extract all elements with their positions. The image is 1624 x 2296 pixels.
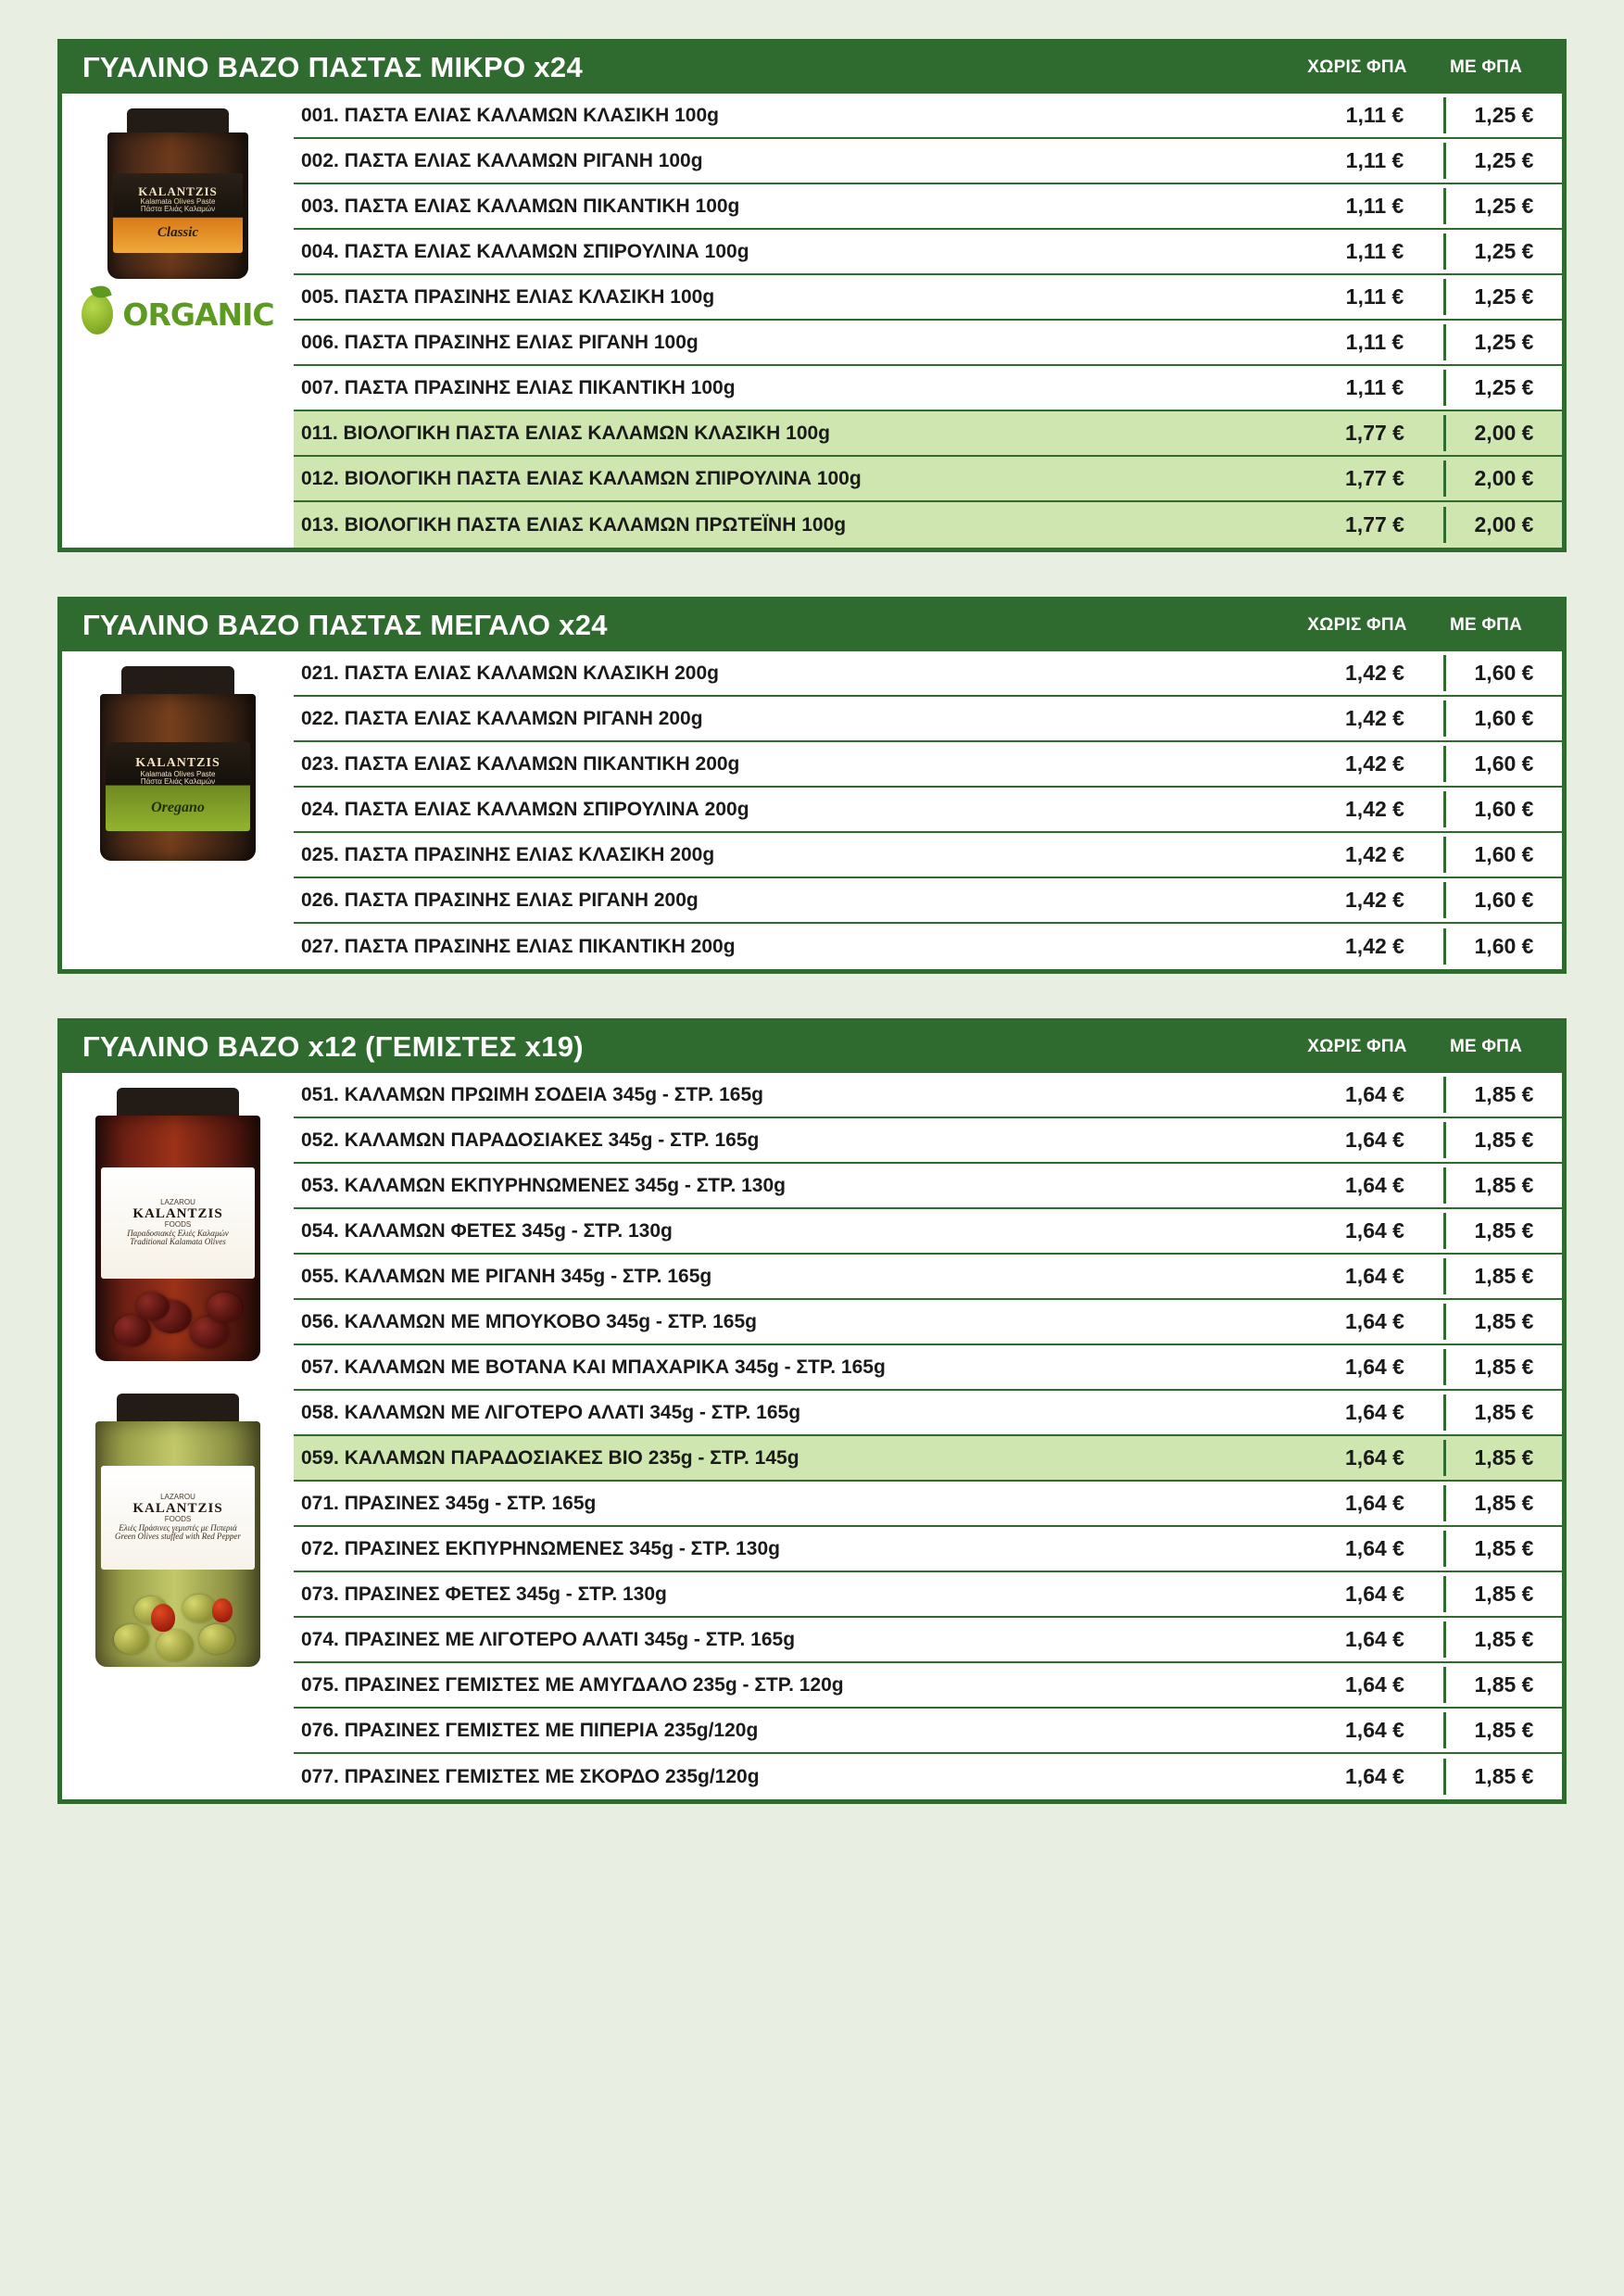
table-row[interactable] <box>294 1663 1562 1709</box>
product-label: 021. ΠΑΣΤΑ ΕΛΙΑΣ ΚΑΛΑΜΩΝ ΚΛΑΣΙΚΗ 200g <box>301 662 719 684</box>
table-row[interactable] <box>294 184 1562 230</box>
price-net: 1,11 € <box>1345 148 1404 172</box>
table-row-organic[interactable] <box>294 457 1562 502</box>
section-title: ΓΥΑΛΙΝΟ ΒΑΖΟ x12 (ΓΕΜΙΣΤΕΣ x19) <box>82 1030 584 1063</box>
olive-icon <box>82 294 113 334</box>
price-net: 1,77 € <box>1345 466 1404 490</box>
price-net: 1,64 € <box>1345 1445 1404 1470</box>
product-label: 007. ΠΑΣΤΑ ΠΡΑΣΙΝΗΣ ΕΛΙΑΣ ΠΙΚΑΝΤΙΚΗ 100g <box>301 376 736 398</box>
table-row[interactable] <box>294 651 1562 697</box>
price-gross: 1,60 € <box>1443 928 1562 965</box>
product-label: 012. ΒΙΟΛΟΓΙΚΗ ΠΑΣΤΑ ΕΛΙΑΣ ΚΑΛΑΜΩΝ ΣΠΙΡΟΥΛΙΝΑ 100g <box>301 467 862 489</box>
product-rows <box>294 1073 1562 1799</box>
olives-illustration <box>108 1291 247 1356</box>
jar-brand: KALANTZIS <box>132 1205 223 1221</box>
product-label: 053. ΚΑΛΑΜΩΝ ΕΚΠΥΡΗΝΩΜΕΝΕΣ 345g - ΣΤΡ. 130g <box>301 1174 786 1196</box>
product-label: 023. ΠΑΣΤΑ ΕΛΙΑΣ ΚΑΛΑΜΩΝ ΠΙΚΑΝΤΙΚΗ 200g <box>301 752 740 775</box>
price-net: 1,42 € <box>1345 888 1404 912</box>
price-net: 1,64 € <box>1345 1264 1404 1288</box>
jar-brand: KALANTZIS <box>135 755 220 770</box>
jar-label <box>101 1466 255 1570</box>
price-gross: 1,85 € <box>1443 1394 1562 1431</box>
price-gross: 1,85 € <box>1443 1621 1562 1658</box>
price-net: 1,11 € <box>1345 194 1404 218</box>
jar-variety: Oregano <box>151 800 205 816</box>
section-title: ΓΥΑΛΙΝΟ ΒΑΖΟ ΠΑΣΤΑΣ ΜΙΚΡΟ x24 <box>82 51 583 83</box>
table-row[interactable] <box>294 366 1562 411</box>
price-gross: 1,25 € <box>1443 324 1562 360</box>
product-label: 026. ΠΑΣΤΑ ΠΡΑΣΙΝΗΣ ΕΛΙΑΣ ΡΙΓΑΝΗ 200g <box>301 889 699 911</box>
table-row-organic[interactable] <box>294 1436 1562 1482</box>
jar-sub2: Πάστα Ελιάς Καλαμών <box>140 776 216 786</box>
price-gross: 1,25 € <box>1443 97 1562 133</box>
price-gross: 1,60 € <box>1443 837 1562 873</box>
jar-oregano-paste-image <box>85 666 271 865</box>
jar-variety: Classic <box>157 225 199 241</box>
product-label: 073. ΠΡΑΣΙΝΕΣ ΦΕΤΕΣ 345g - ΣΤΡ. 130g <box>301 1583 667 1605</box>
table-row[interactable] <box>294 697 1562 742</box>
product-label: 075. ΠΡΑΣΙΝΕΣ ΓΕΜΙΣΤΕΣ ΜΕ ΑΜΥΓΔΑΛΟ 235g - ΣΤΡ. 120g <box>301 1673 844 1696</box>
jar-sub: LAZAROU <box>160 1198 195 1207</box>
jar-sub2: Πάστα Ελιάς Καλαμών <box>140 204 216 213</box>
price-gross: 1,85 € <box>1443 1759 1562 1795</box>
product-label: 003. ΠΑΣΤΑ ΕΛΙΑΣ ΚΑΛΑΜΩΝ ΠΙΚΑΝΤΙΚΗ 100g <box>301 195 740 217</box>
product-label: 059. ΚΑΛΑΜΩΝ ΠΑΡΑΔΟΣΙΑΚΕΣ ΒΙΟ 235g - ΣΤΡ. 145g <box>301 1446 799 1469</box>
product-label: 072. ΠΡΑΣΙΝΕΣ ΕΚΠΥΡΗΝΩΜΕΝΕΣ 345g - ΣΤΡ. 130g <box>301 1537 780 1559</box>
table-row[interactable] <box>294 788 1562 833</box>
product-label: 001. ΠΑΣΤΑ ΕΛΙΑΣ ΚΑΛΑΜΩΝ ΚΛΑΣΙΚΗ 100g <box>301 104 719 126</box>
column-header-gross: ΜΕ ΦΠΑ <box>1449 57 1523 77</box>
price-net: 1,11 € <box>1345 239 1404 263</box>
product-label: 074. ΠΡΑΣΙΝΕΣ ΜΕ ΛΙΓΟΤΕΡΟ ΑΛΑΤΙ 345g - ΣΤΡ. 165g <box>301 1628 796 1650</box>
jar-sub: Kalamata Olives Paste <box>140 769 216 778</box>
column-header-net: ΧΩΡΙΣ ΦΠΑ <box>1307 615 1407 635</box>
product-label: 071. ΠΡΑΣΙΝΕΣ 345g - ΣΤΡ. 165g <box>301 1492 597 1514</box>
product-label: 051. ΚΑΛΑΜΩΝ ΠΡΩΙΜΗ ΣΟΔΕΙΑ 345g - ΣΤΡ. 165g <box>301 1083 763 1105</box>
product-label: 076. ΠΡΑΣΙΝΕΣ ΓΕΜΙΣΤΕΣ ΜΕ ΠΙΠΕΡΙΑ 235g/120g <box>301 1719 759 1741</box>
column-header-gross: ΜΕ ΦΠΑ <box>1449 615 1523 635</box>
table-row[interactable] <box>294 1754 1562 1799</box>
jar-label <box>113 173 243 253</box>
price-net: 1,77 € <box>1345 512 1404 536</box>
table-row[interactable] <box>294 833 1562 878</box>
price-gross: 1,85 € <box>1443 1258 1562 1294</box>
section-body <box>62 1073 1562 1799</box>
price-net: 1,64 € <box>1345 1309 1404 1333</box>
price-net: 1,64 € <box>1345 1173 1404 1197</box>
price-net: 1,64 € <box>1345 1536 1404 1560</box>
price-net: 1,11 € <box>1345 375 1404 399</box>
product-label: 054. ΚΑΛΑΜΩΝ ΦΕΤΕΣ 345g - ΣΤΡ. 130g <box>301 1219 673 1242</box>
organic-badge-label: ORGANIC <box>122 296 274 333</box>
price-gross: 1,25 € <box>1443 143 1562 179</box>
jar-sub2: FOODS <box>164 1515 192 1524</box>
product-label: 022. ΠΑΣΤΑ ΕΛΙΑΣ ΚΑΛΑΜΩΝ ΡΙΓΑΝΗ 200g <box>301 707 703 729</box>
price-gross: 1,85 € <box>1443 1304 1562 1340</box>
price-net: 1,42 € <box>1345 842 1404 866</box>
table-row[interactable] <box>294 1073 1562 1118</box>
product-rows <box>294 94 1562 548</box>
jar-green-olives-image <box>78 1394 278 1672</box>
price-gross: 1,85 € <box>1443 1531 1562 1567</box>
table-row[interactable] <box>294 742 1562 788</box>
organic-badge <box>78 288 277 340</box>
section-large-paste-jar <box>57 597 1567 974</box>
price-gross: 1,85 € <box>1443 1485 1562 1521</box>
price-gross: 1,85 € <box>1443 1440 1562 1476</box>
price-gross: 1,85 € <box>1443 1349 1562 1385</box>
table-row[interactable] <box>294 1391 1562 1436</box>
table-row[interactable] <box>294 139 1562 184</box>
product-label: 006. ΠΑΣΤΑ ΠΡΑΣΙΝΗΣ ΕΛΙΑΣ ΡΙΓΑΝΗ 100g <box>301 331 699 353</box>
product-label: 077. ΠΡΑΣΙΝΕΣ ΓΕΜΙΣΤΕΣ ΜΕ ΣΚΟΡΔΟ 235g/120g <box>301 1765 760 1787</box>
product-image-column <box>62 94 294 548</box>
price-gross: 2,00 € <box>1443 507 1562 543</box>
table-row-organic[interactable] <box>294 411 1562 457</box>
table-row[interactable] <box>294 924 1562 969</box>
section-body <box>62 651 1562 969</box>
price-gross: 1,85 € <box>1443 1576 1562 1612</box>
jar-label <box>101 1167 255 1279</box>
product-label: 025. ΠΑΣΤΑ ΠΡΑΣΙΝΗΣ ΕΛΙΑΣ ΚΛΑΣΙΚΗ 200g <box>301 843 715 865</box>
table-row[interactable] <box>294 1482 1562 1527</box>
jar-variety-en: Green Olives stuffed with Red Pepper <box>115 1532 241 1542</box>
table-row[interactable] <box>294 321 1562 366</box>
product-label: 027. ΠΑΣΤΑ ΠΡΑΣΙΝΗΣ ΕΛΙΑΣ ΠΙΚΑΝΤΙΚΗ 200g <box>301 935 736 957</box>
product-label: 011. ΒΙΟΛΟΓΙΚΗ ΠΑΣΤΑ ΕΛΙΑΣ ΚΑΛΑΜΩΝ ΚΛΑΣΙΚΗ 100g <box>301 422 831 444</box>
product-label: 056. ΚΑΛΑΜΩΝ ΜΕ ΜΠΟΥΚΟΒΟ 345g - ΣΤΡ. 165g <box>301 1310 757 1332</box>
price-net: 1,64 € <box>1345 1718 1404 1742</box>
product-label: 055. ΚΑΛΑΜΩΝ ΜΕ ΡΙΓΑΝΗ 345g - ΣΤΡ. 165g <box>301 1265 712 1287</box>
jar-variety-en: Traditional Kalamata Olives <box>130 1237 226 1247</box>
price-gross: 1,25 € <box>1443 279 1562 315</box>
section-header <box>62 44 1562 94</box>
jar-classic-paste-image <box>94 108 261 284</box>
price-gross: 1,60 € <box>1443 791 1562 827</box>
product-label: 024. ΠΑΣΤΑ ΕΛΙΑΣ ΚΑΛΑΜΩΝ ΣΠΙΡΟΥΛΙΝΑ 200g <box>301 798 749 820</box>
table-row[interactable] <box>294 1618 1562 1663</box>
price-gross: 1,85 € <box>1443 1213 1562 1249</box>
price-net: 1,64 € <box>1345 1672 1404 1697</box>
price-net: 1,64 € <box>1345 1355 1404 1379</box>
table-row[interactable] <box>294 1527 1562 1572</box>
price-net: 1,11 € <box>1345 103 1404 127</box>
price-gross: 1,25 € <box>1443 370 1562 406</box>
product-label: 013. ΒΙΟΛΟΓΙΚΗ ΠΑΣΤΑ ΕΛΙΑΣ ΚΑΛΑΜΩΝ ΠΡΩΤΕΪΝΗ 100g <box>301 513 847 536</box>
table-row[interactable] <box>294 1118 1562 1164</box>
column-header-net: ΧΩΡΙΣ ΦΠΑ <box>1307 57 1407 77</box>
price-gross: 1,60 € <box>1443 655 1562 691</box>
table-row[interactable] <box>294 230 1562 275</box>
product-image-column <box>62 651 294 969</box>
price-net: 1,42 € <box>1345 706 1404 730</box>
price-net: 1,64 € <box>1345 1082 1404 1106</box>
product-label: 005. ΠΑΣΤΑ ΠΡΑΣΙΝΗΣ ΕΛΙΑΣ ΚΛΑΣΙΚΗ 100g <box>301 285 715 308</box>
section-olive-jars <box>57 1018 1567 1804</box>
table-row[interactable] <box>294 1255 1562 1300</box>
price-gross: 1,60 € <box>1443 882 1562 918</box>
table-row[interactable] <box>294 1164 1562 1209</box>
price-gross: 1,85 € <box>1443 1122 1562 1158</box>
price-gross: 1,60 € <box>1443 700 1562 737</box>
product-label: 052. ΚΑΛΑΜΩΝ ΠΑΡΑΔΟΣΙΑΚΕΣ 345g - ΣΤΡ. 165g <box>301 1129 760 1151</box>
jar-sub: LAZAROU <box>160 1493 195 1502</box>
price-gross: 2,00 € <box>1443 460 1562 497</box>
price-gross: 1,85 € <box>1443 1712 1562 1748</box>
price-gross: 1,85 € <box>1443 1077 1562 1113</box>
table-row-organic[interactable] <box>294 502 1562 548</box>
price-gross: 1,25 € <box>1443 188 1562 224</box>
green-olives-illustration <box>108 1583 247 1663</box>
section-header <box>62 601 1562 651</box>
jar-brand: KALANTZIS <box>132 1500 223 1516</box>
jar-variety: Ελιές Πράσινες γεμιστές με Πιπεριά <box>119 1522 237 1533</box>
table-row[interactable] <box>294 275 1562 321</box>
product-label: 002. ΠΑΣΤΑ ΕΛΙΑΣ ΚΑΛΑΜΩΝ ΡΙΓΑΝΗ 100g <box>301 149 703 171</box>
price-net: 1,64 € <box>1345 1400 1404 1424</box>
jar-variety: Παραδοσιακές Ελιές Καλαμών <box>127 1228 229 1238</box>
product-label: 057. ΚΑΛΑΜΩΝ ΜΕ ΒΟΤΑΝΑ ΚΑΙ ΜΠΑΧΑΡΙΚΑ 345g - ΣΤΡ. 165g <box>301 1356 886 1378</box>
table-row[interactable] <box>294 1345 1562 1391</box>
price-gross: 1,85 € <box>1443 1167 1562 1204</box>
table-row[interactable] <box>294 1300 1562 1345</box>
price-net: 1,11 € <box>1345 330 1404 354</box>
product-label: 004. ΠΑΣΤΑ ΕΛΙΑΣ ΚΑΛΑΜΩΝ ΣΠΙΡΟΥΛΙΝΑ 100g <box>301 240 749 262</box>
price-gross: 2,00 € <box>1443 415 1562 451</box>
column-header-gross: ΜΕ ΦΠΑ <box>1449 1037 1523 1056</box>
jar-sub2: FOODS <box>164 1220 192 1230</box>
table-row[interactable] <box>294 1572 1562 1618</box>
price-net: 1,11 € <box>1345 284 1404 309</box>
section-small-paste-jar <box>57 39 1567 552</box>
price-net: 1,42 € <box>1345 934 1404 958</box>
jar-label <box>106 742 250 831</box>
price-net: 1,64 € <box>1345 1582 1404 1606</box>
jar-sub: Kalamata Olives Paste <box>140 196 216 206</box>
jar-brand: KALANTZIS <box>138 183 218 198</box>
price-net: 1,64 € <box>1345 1128 1404 1152</box>
table-row[interactable] <box>294 1209 1562 1255</box>
price-net: 1,77 € <box>1345 421 1404 445</box>
price-net: 1,64 € <box>1345 1218 1404 1243</box>
section-title: ΓΥΑΛΙΝΟ ΒΑΖΟ ΠΑΣΤΑΣ ΜΕΓΑΛΟ x24 <box>82 609 608 641</box>
table-row[interactable] <box>294 1709 1562 1754</box>
section-header <box>62 1023 1562 1073</box>
price-gross: 1,60 € <box>1443 746 1562 782</box>
price-net: 1,42 € <box>1345 661 1404 685</box>
jar-kalamata-olives-image <box>78 1088 278 1366</box>
price-net: 1,64 € <box>1345 1491 1404 1515</box>
price-gross: 1,85 € <box>1443 1667 1562 1703</box>
column-header-net: ΧΩΡΙΣ ΦΠΑ <box>1307 1037 1407 1056</box>
product-image-column <box>62 1073 294 1799</box>
price-net: 1,42 € <box>1345 797 1404 821</box>
price-net: 1,64 € <box>1345 1764 1404 1788</box>
table-row[interactable] <box>294 878 1562 924</box>
table-row[interactable] <box>294 94 1562 139</box>
price-gross: 1,25 € <box>1443 233 1562 270</box>
product-rows <box>294 651 1562 969</box>
price-net: 1,42 € <box>1345 751 1404 776</box>
price-net: 1,64 € <box>1345 1627 1404 1651</box>
section-body <box>62 94 1562 548</box>
product-label: 058. ΚΑΛΑΜΩΝ ΜΕ ΛΙΓΟΤΕΡΟ ΑΛΑΤΙ 345g - ΣΤΡ. 165g <box>301 1401 801 1423</box>
